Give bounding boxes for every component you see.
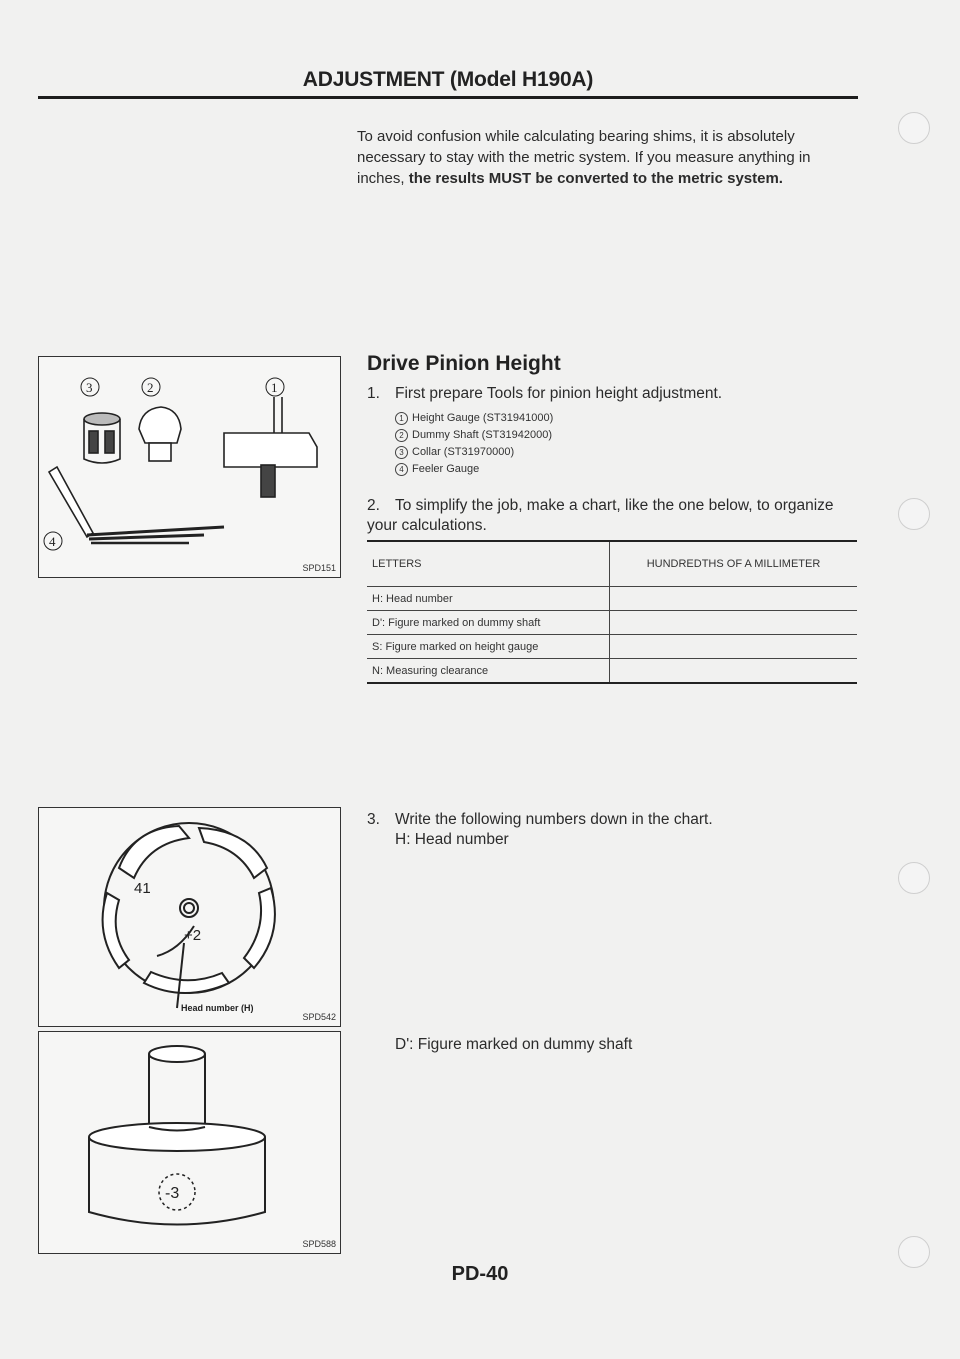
table-row [367, 587, 857, 611]
tool-marker: 2 [395, 429, 408, 442]
row-label: D': Figure marked on dummy shaft [367, 611, 610, 635]
intro-emphasis: the results MUST be converted to the metric system. [408, 170, 783, 187]
head-number-caption: Head number (H) [181, 1003, 254, 1013]
figure-code: SPD588 [302, 1239, 336, 1249]
tool-item [395, 427, 553, 444]
tool-label: Feeler Gauge [412, 463, 480, 475]
head-number-adjust: +2 [184, 927, 202, 944]
punch-hole [898, 112, 930, 144]
marker-1: 1 [271, 380, 278, 395]
step-text: To simplify the job, make a chart, like the one below, to organize your calculations. [367, 497, 834, 534]
step-1 [367, 384, 722, 404]
row-label: N: Measuring clearance [367, 659, 610, 684]
row-value [610, 635, 858, 659]
row-value [610, 611, 858, 635]
marker-2: 2 [147, 380, 154, 395]
tool-marker: 4 [395, 463, 408, 476]
dummy-shaft-illustration [39, 1032, 340, 1253]
column-header-letters: LETTERS [367, 541, 610, 587]
head-number-value: 41 [134, 880, 151, 897]
punch-hole [898, 498, 930, 530]
row-label: H: Head number [367, 587, 610, 611]
table-row [367, 635, 857, 659]
tool-list [395, 410, 553, 478]
tools-illustration [39, 357, 340, 577]
punch-hole [898, 1236, 930, 1268]
table-header [367, 541, 857, 587]
step-number: 1. [367, 385, 380, 402]
tool-label: Dummy Shaft (ST31942000) [412, 429, 553, 441]
tool-marker: 3 [395, 446, 408, 459]
column-header-hundredths: HUNDREDTHS OF A MILLIMETER [610, 541, 858, 587]
page-number: PD-40 [451, 1263, 509, 1285]
step-3 [367, 810, 713, 830]
figure-head-number [38, 807, 341, 1027]
step-number: 2. [367, 497, 380, 514]
figure-code: SPD151 [302, 563, 336, 573]
row-value [610, 587, 858, 611]
step-2 [367, 496, 862, 536]
step-3-head-number: H: Head number [395, 831, 509, 848]
pinion-gear-illustration [39, 808, 340, 1026]
marker-3: 3 [86, 380, 93, 395]
table-row [367, 659, 857, 684]
tool-label: Height Gauge (ST31941000) [412, 412, 554, 424]
intro-text: To avoid confusion while calculating bearing shims, it is absolutely necessary to stay with the metric system. If you measure anything in inches, [357, 128, 811, 187]
header-rule [38, 96, 858, 99]
step-3-dummy-shaft: D': Figure marked on dummy shaft [395, 1036, 633, 1053]
figure-dummy-shaft [38, 1031, 341, 1254]
punch-hole [898, 862, 930, 894]
step-text: Write the following numbers down in the chart. [395, 811, 713, 828]
step-number: 3. [367, 811, 380, 828]
tool-item [395, 461, 553, 478]
row-value [610, 659, 858, 684]
tool-item [395, 410, 553, 427]
tool-item [395, 444, 553, 461]
shaft-figure-value: -3 [165, 1185, 180, 1202]
section-title: Drive Pinion Height [367, 352, 561, 375]
page-header: ADJUSTMENT (Model H190A) [302, 68, 594, 91]
tool-label: Collar (ST31970000) [412, 446, 515, 458]
marker-4: 4 [49, 534, 56, 549]
intro-paragraph [357, 126, 862, 189]
tool-marker: 1 [395, 412, 408, 425]
figure-code: SPD542 [302, 1012, 336, 1022]
step-text: First prepare Tools for pinion height adjustment. [395, 385, 723, 402]
row-label: S: Figure marked on height gauge [367, 635, 610, 659]
table-row [367, 611, 857, 635]
calculation-chart [367, 540, 857, 684]
figure-tools [38, 356, 341, 578]
